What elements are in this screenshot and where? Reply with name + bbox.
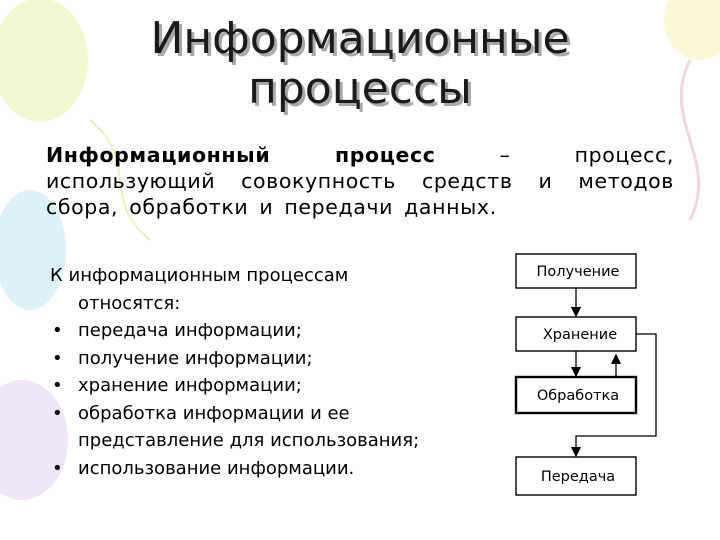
list-intro-line-2: относятся: (78, 292, 181, 314)
list-intro-line-1: К информационным процессам (50, 265, 349, 286)
bullet-icon: • (52, 375, 63, 396)
list-item-text: обработка информации и ее представление для использования; (78, 402, 420, 451)
flow-box-1 (516, 254, 636, 288)
flow-box-4 (516, 457, 636, 495)
flow-box-label: Обработка (536, 388, 620, 404)
bullet-icon: • (52, 320, 63, 341)
list-item-text: передача информации; (78, 320, 302, 341)
title-line-2: процессы (248, 63, 472, 114)
flow-box-label: Хранение (542, 327, 618, 343)
list-item-text: получение информации; (78, 347, 313, 369)
flow-box-label: Получение (536, 264, 620, 280)
title-line-1: Информационные (150, 13, 570, 64)
list-item-text: хранение информации; (78, 375, 302, 396)
bullet-icon: • (52, 457, 63, 479)
flow-box-2 (516, 317, 636, 351)
list-item-text: использование информации. (78, 457, 355, 479)
flow-box-3 (516, 377, 636, 413)
definition-text: – процесс, использующий совокупность средств и методов сбора, обработки и передачи данных. (46, 143, 675, 219)
bullet-icon: • (52, 402, 63, 424)
flow-box-label: Передача (540, 469, 616, 485)
bullet-icon: • (52, 347, 63, 369)
definition-term: Информационный процесс (46, 143, 436, 167)
